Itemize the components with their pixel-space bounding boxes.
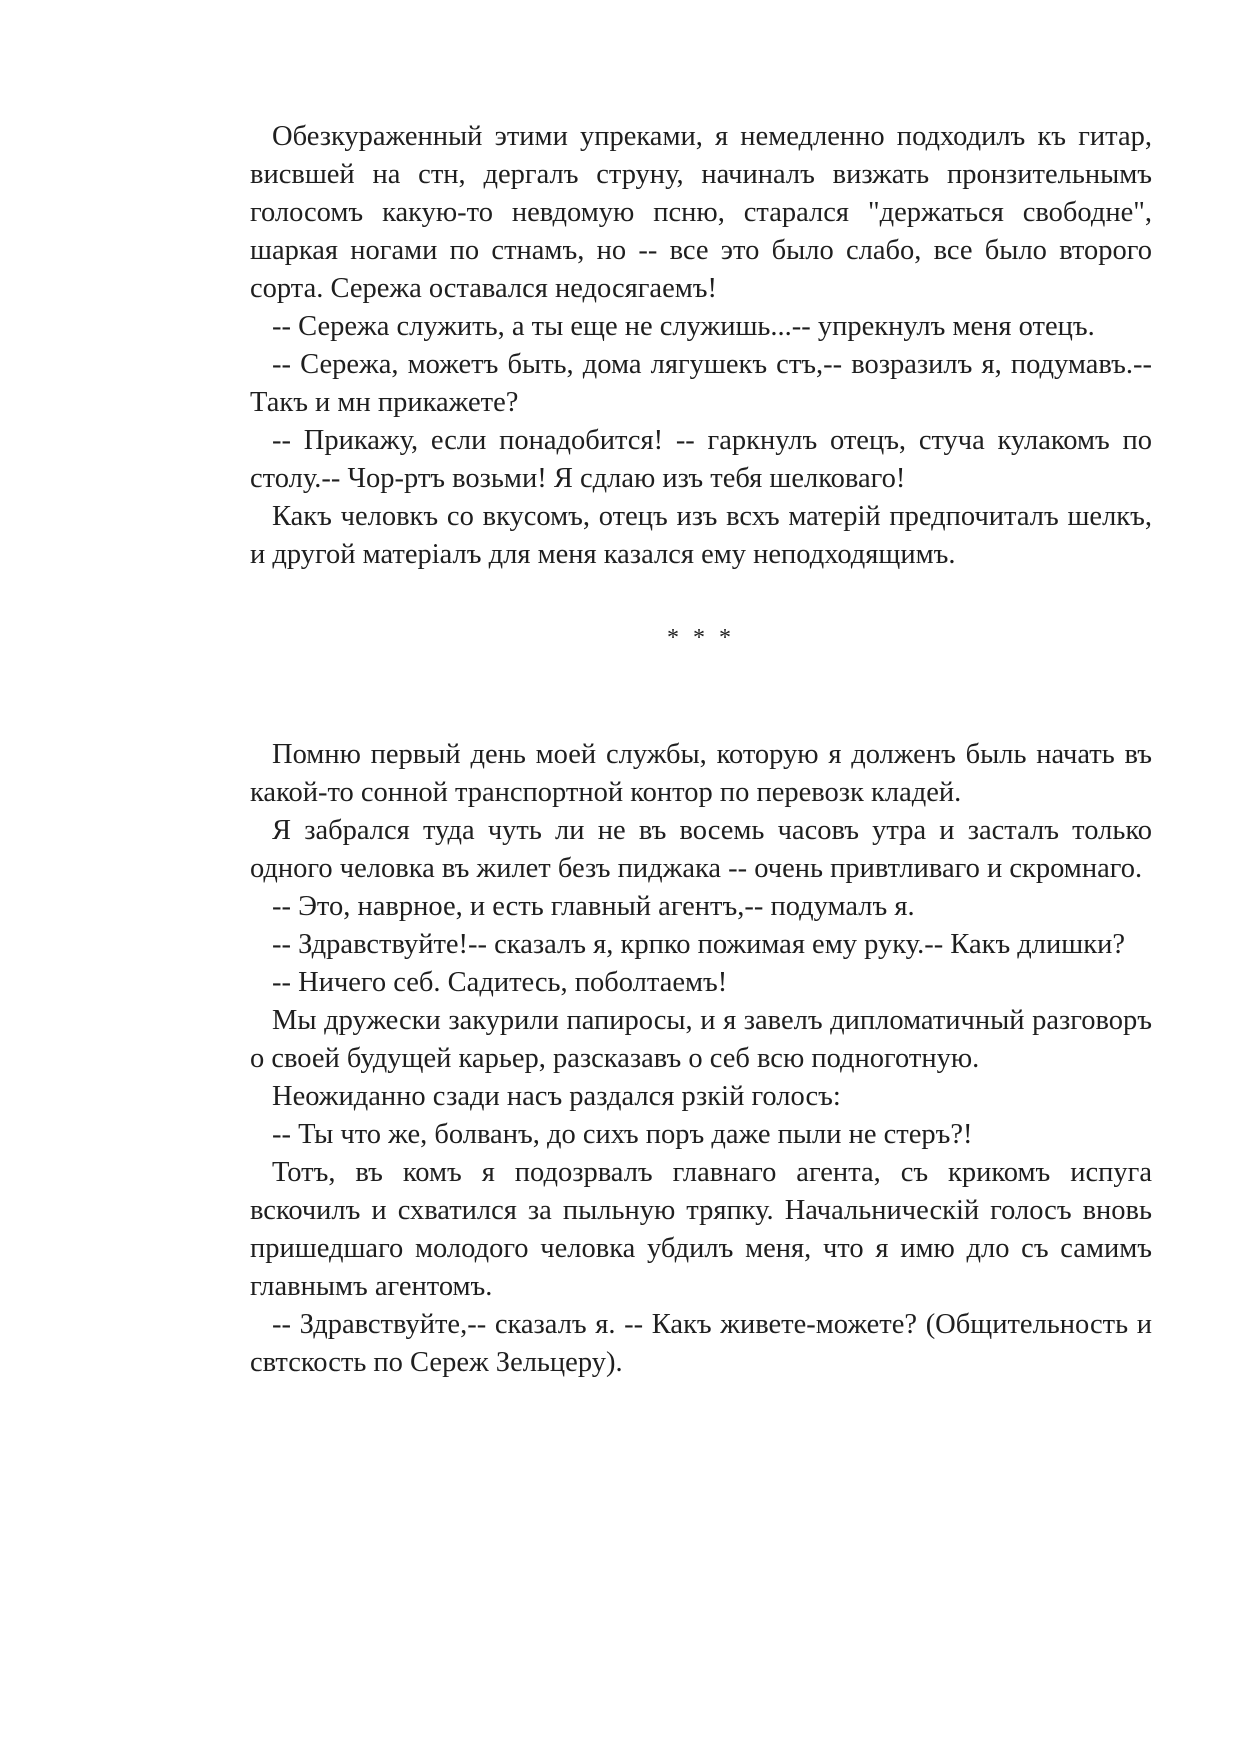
section-2 xyxy=(250,736,1152,1382)
page-content xyxy=(250,118,1152,1382)
paragraph: Тотъ, въ комъ я подозрвалъ главнаго агента, съ крикомъ испуга вскочилъ и схватился за пыльную тряпку. Начальническій голосъ вновь пришедшаго молодого человка убдилъ меня, что я имю дло съ самимъ главнымъ агентомъ. xyxy=(250,1157,1152,1302)
paragraph: -- Прикажу, если понадобится! -- гаркнулъ отецъ, стуча кулакомъ по столу.-- Чор-ртъ возьми! Я сдлаю изъ тебя шелковаго! xyxy=(250,425,1152,494)
paragraph: -- Здравствуйте!-- сказалъ я, крпко пожимая ему руку.-- Какъ длишки? xyxy=(272,929,1125,960)
paragraph: Неожиданно сзади насъ раздался рзкій голосъ: xyxy=(272,1081,841,1112)
paragraph: Я забрался туда чуть ли не въ восемь часовъ утра и засталъ только одного человка въ жилет безъ пиджака -- очень привтливаго и скромнаго. xyxy=(250,815,1152,884)
paragraph: -- Здравствуйте,-- сказалъ я. -- Какъ живете-можете? (Общительность и свтскость по Сереж Зельцеру). xyxy=(250,1309,1152,1378)
paragraph: -- Сережа служить, а ты еще не служишь...-- упрекнулъ меня отецъ. xyxy=(272,311,1095,342)
paragraph: Помню первый день моей службы, которую я долженъ быль начать въ какой-то сонной транспортной контор по перевозк кладей. xyxy=(250,739,1152,808)
paragraph: Мы дружески закурили папиросы, и я завелъ дипломатичный разговоръ о своей будущей карьер, разсказавъ о себ всю подноготную. xyxy=(250,1005,1152,1074)
paragraph: -- Сережа, можетъ быть, дома лягушекъ стъ,-- возразилъ я, подумавъ.-- Такъ и мн прикажете? xyxy=(250,349,1152,418)
paragraph: -- Это, наврное, и есть главный агентъ,-- подумалъ я. xyxy=(272,891,915,922)
paragraph: -- Ты что же, болванъ, до сихъ поръ даже пыли не стеръ?! xyxy=(272,1119,973,1150)
paragraph: -- Ничего себ. Садитесь, поболтаемъ! xyxy=(272,967,728,998)
section-1 xyxy=(250,118,1152,574)
section-separator: * * * xyxy=(667,625,735,651)
paragraph: Обезкураженный этими упреками, я немедленно подходилъ къ гитар, висвшей на стн, дергалъ струну, начиналъ визжать пронзительнымъ голосомъ какую-то невдомую псню, старался "держаться свободне", шаркая ногами по стнамъ, но -- все это было слабо, все было второго сорта. Сережа оставался недосягаемъ! xyxy=(250,121,1152,304)
paragraph: Какъ человкъ со вкусомъ, отецъ изъ всхъ матерій предпочиталъ шелкъ, и другой матеріалъ для меня казался ему неподходящимъ. xyxy=(250,501,1152,570)
